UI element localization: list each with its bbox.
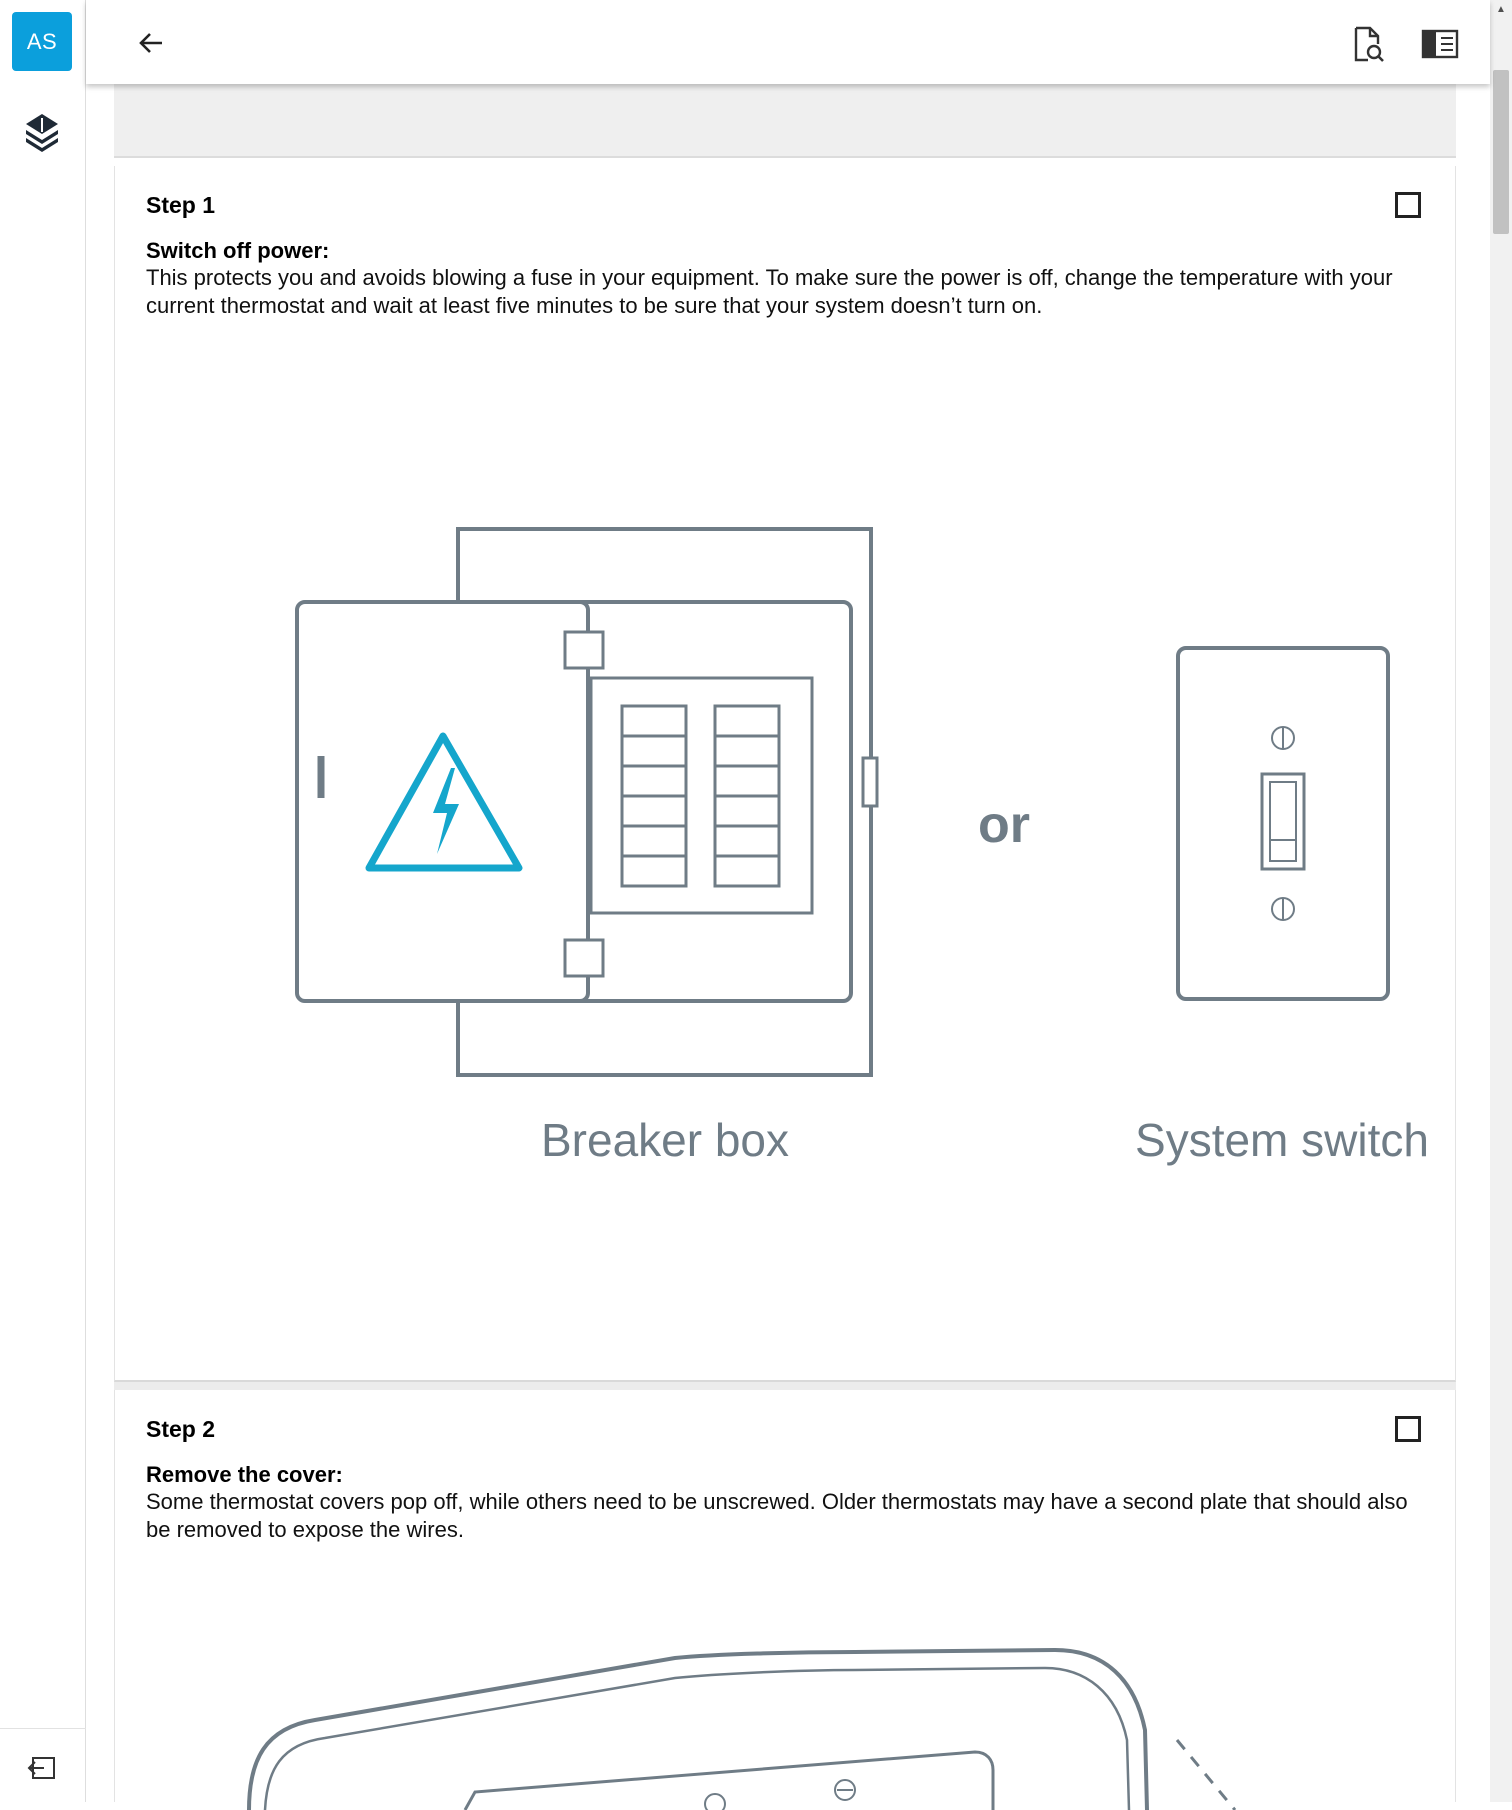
step-complete-checkbox[interactable] (1395, 1416, 1421, 1442)
step-description: Some thermostat covers pop off, while others need to be unscrewed. Older thermostats may have a second plate that should also be removed to expose the wires. (146, 1489, 1408, 1542)
scrollbar-thumb[interactable] (1493, 70, 1509, 234)
or-label: or (978, 796, 1030, 854)
side-panel-icon[interactable] (1420, 26, 1460, 62)
top-app-bar (86, 0, 1490, 84)
arrow-left-icon (137, 29, 165, 57)
step-card-1 (114, 166, 1456, 1382)
scroll-up-arrow-icon[interactable]: ▲ (1496, 3, 1506, 15)
layers-icon[interactable] (24, 112, 60, 152)
system-switch-drawing (1178, 648, 1388, 999)
user-avatar[interactable]: AS (12, 12, 72, 71)
thermostat-cover-illustration (155, 1620, 1415, 1810)
breaker-box-drawing (297, 529, 877, 1075)
step-description: This protects you and avoids blowing a fuse in your equipment. To make sure the power is off, change the temperature with your current thermostat and wait at least five minutes to be sure that your system doesn’t turn on. (146, 265, 1393, 318)
left-rail (0, 0, 86, 1802)
rail-divider (0, 1728, 86, 1729)
document-search-icon[interactable] (1348, 24, 1388, 64)
step-title: Step 1 (146, 192, 216, 218)
vertical-scrollbar[interactable] (1490, 0, 1512, 1802)
logout-icon[interactable] (26, 1752, 58, 1784)
previous-card-end (114, 84, 1456, 158)
system-switch-caption: System switch (1135, 1114, 1429, 1166)
step-card-2 (114, 1390, 1456, 1802)
back-button[interactable] (132, 24, 170, 62)
content-area (86, 0, 1490, 1802)
step-complete-checkbox[interactable] (1395, 192, 1421, 218)
power-off-illustration (155, 356, 1429, 1166)
step-title: Step 2 (146, 1416, 216, 1442)
breaker-box-caption: Breaker box (540, 1114, 790, 1166)
card-separator (114, 1382, 1456, 1390)
step-heading: Remove the cover: (146, 1462, 343, 1487)
step-heading: Switch off power: (146, 238, 330, 263)
